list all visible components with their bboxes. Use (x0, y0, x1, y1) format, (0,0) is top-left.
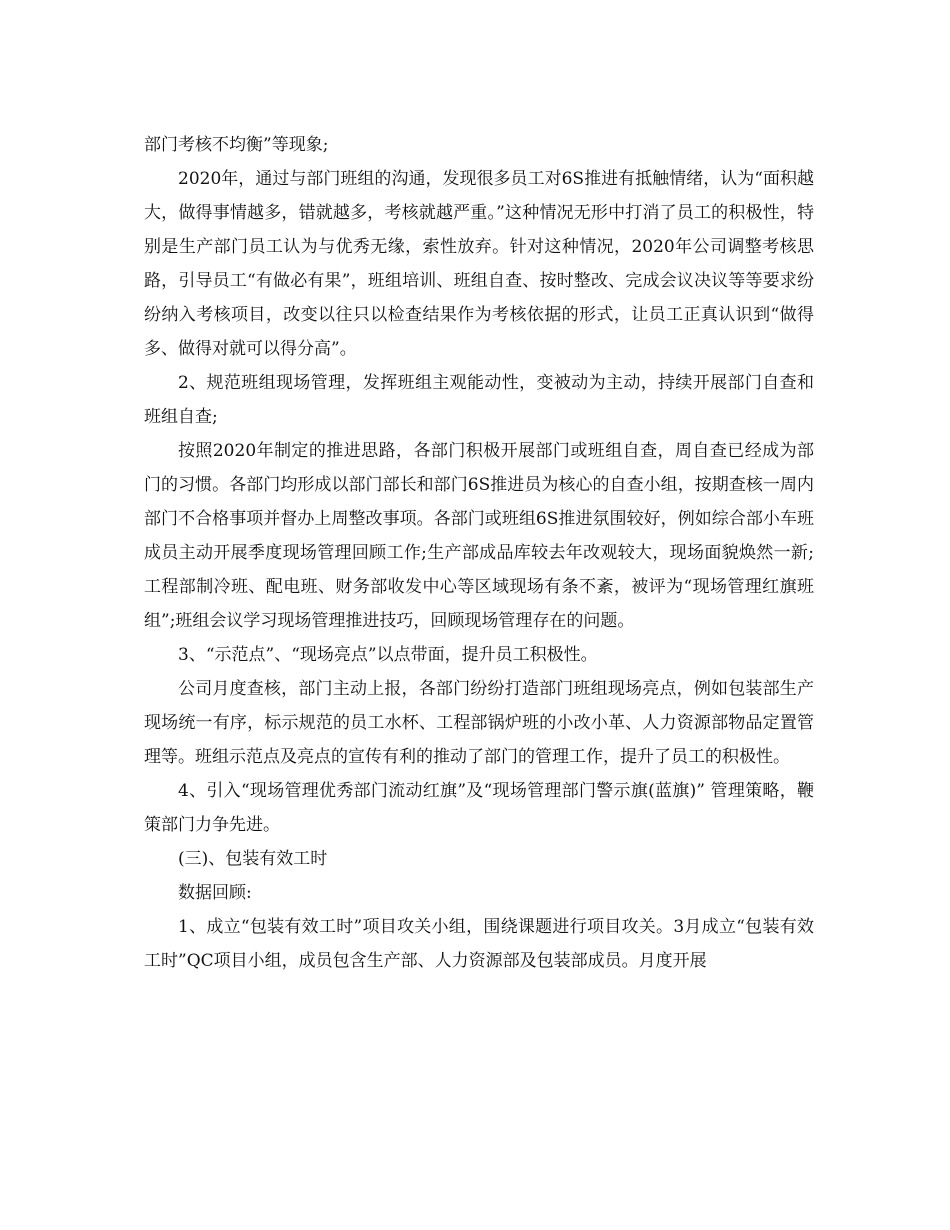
paragraph-7: 4、引入“现场管理优秀部门流动红旗”及“现场管理部门警示旗(蓝旗)” 管理策略，鞭策部门力争先进。 (144, 781, 814, 835)
document-body (144, 128, 814, 978)
paragraph-3: 2、规范班组现场管理，发挥班组主观能动性，变被动为主动，持续开展部门自查和班组自查; (144, 373, 814, 427)
paragraph-10: 1、成立“包装有效工时”项目攻关小组，围绕课题进行项目攻关。3月成立“包装有效工时”QC项目小组，成员包含生产部、人力资源部及包装部成员。月度开展 (144, 917, 814, 971)
paragraph-2: 2020年，通过与部门班组的沟通，发现很多员工对6S推进有抵触情绪，认为“面积越大，做得事情越多，错就越多，考核就越严重。”这种情况无形中打消了员工的积极性，特别是生产部门员工认为与优秀无缘，索性放弃。针对这种情况，2020年公司调整考核思路，引导员工“有做必有果”，班组培训、班组自查、按时整改、完成会议决议等等要求纷纷纳入考核项目，改变以往只以检查结果作为考核依据的形式，让员工正真认识到“做得多、做得对就可以得分高”。 (144, 169, 814, 359)
paragraph-4: 按照2020年制定的推进思路，各部门积极开展部门或班组自查，周自查已经成为部门的习惯。各部门均形成以部门部长和部门6S推进员为核心的自查小组，按期查核一周内部门不合格事项并督办上周整改事项。各部门或班组6S推进氛围较好，例如综合部小车班成员主动开展季度现场管理回顾工作;生产部成品库较去年改观较大，现场面貌焕然一新;工程部制冷班、配电班、财务部收发中心等区域现场有条不紊，被评为“现场管理红旗班组”;班组会议学习现场管理推进技巧，回顾现场管理存在的问题。 (144, 441, 814, 631)
data-review-label: 数据回顾: (178, 883, 252, 903)
paragraph-5: 3、“示范点”、“现场亮点”以点带面，提升员工积极性。 (178, 645, 598, 665)
paragraph-1: 部门考核不均衡”等现象; (144, 135, 329, 155)
paragraph-6: 公司月度查核，部门主动上报，各部门纷纷打造部门班组现场亮点，例如包装部生产现场统一有序，标示规范的员工水杯、工程部锅炉班的小改小革、人力资源部物品定置管理等。班组示范点及亮点的宣传有利的推动了部门的管理工作，提升了员工的积极性。 (144, 679, 814, 767)
section-heading: (三)、包装有效工时 (178, 849, 328, 869)
